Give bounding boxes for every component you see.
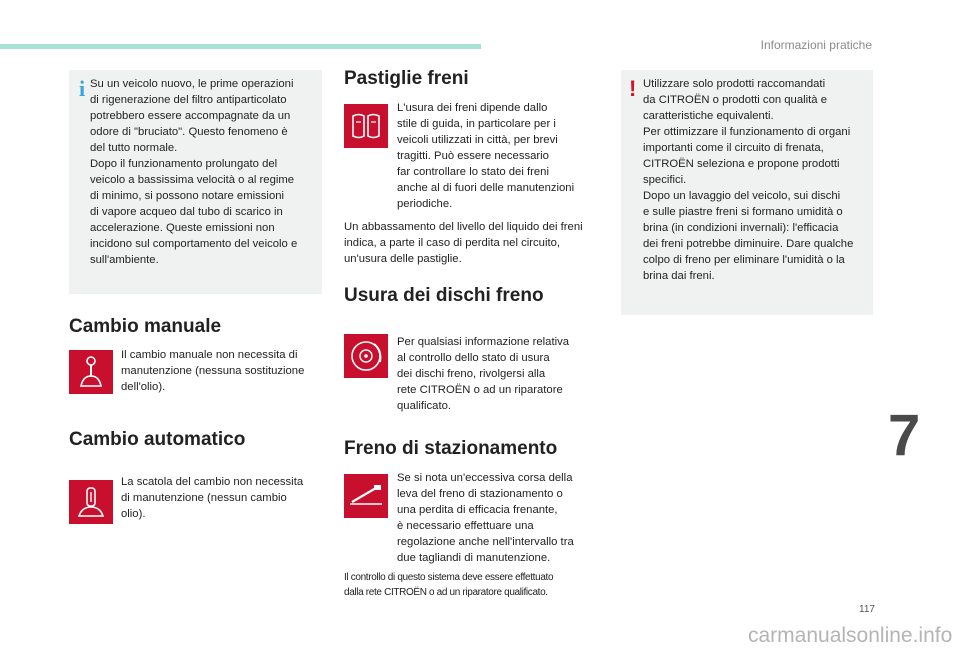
cambio-manuale-text: Il cambio manuale non necessita di manutenzione (nessuna sostituzione dell'olio).: [121, 349, 305, 393]
usura-dischi-text: Per qualsiasi informazione relativa al controllo dello stato di usura dei dischi freno, rivolgersi alla rete CITROËN o ad un riparatore qualificato.: [397, 336, 570, 412]
parking-brake-icon: [344, 474, 388, 518]
section-title-cambio-automatico: Cambio automatico: [69, 429, 246, 450]
watermark-text: carmanualsonline.info: [748, 624, 953, 647]
freno-stazionamento-footnote: Il controllo di questo sistema deve essere effettuato dalla rete CITROËN o ad un riparatore qualificato.: [344, 572, 554, 598]
section-title-pastiglie-freni: Pastiglie freni: [344, 68, 469, 89]
section-title-usura-dischi: Usura dei dischi freno: [344, 285, 544, 306]
pastiglie-freni-text: L'usura dei freni dipende dallo stile di guida, in particolare per i veicoli utilizzati in città, per brevi tragitti. Può essere necessario far controllare lo stato dei freni anche al di fuori delle manutenzioni periodiche.: [397, 102, 575, 210]
warning-note-text: Utilizzare solo prodotti raccomandati da CITROËN o prodotti con qualità e caratteristiche equivalenti. Per ottimizzare il funzionamento di organi importanti come il circuito di frenata, CITROËN seleziona e propone prodotti specifici. Dopo un lavaggio del veicolo, sui dischi e sulle piastre freni si formano umidità o brina (in condizioni invernali): l'efficacia dei freni potrebbe diminuire. Dare qualche colpo di freno per eliminare l'umidità o la brina dai freni.: [643, 78, 854, 282]
page-number: 117: [859, 604, 875, 615]
automatic-gearbox-icon: [69, 480, 113, 524]
warning-icon: !: [629, 76, 637, 101]
freno-stazionamento-text: Se si nota un'eccessiva corsa della leva del freno di stazionamento o una perdita di efficacia frenante, è necessario effettuare una regolazione anche nell'intervallo tra due tagliandi di manutenzione.: [397, 472, 574, 564]
section-title-cambio-manuale: Cambio manuale: [69, 316, 222, 337]
brake-pads-icon: [344, 104, 388, 148]
info-icon: i: [79, 76, 86, 101]
cambio-automatico-text: La scatola del cambio non necessita di manutenzione (nessun cambio olio).: [121, 476, 304, 520]
pastiglie-freni-text2: Un abbassamento del livello del liquido dei freni indica, a parte il caso di perdita nel circuito, un'usura delle pastiglie.: [344, 221, 583, 265]
chapter-number: 7: [888, 403, 921, 468]
section-title-freno-stazionamento: Freno di stazionamento: [344, 438, 558, 459]
section-header-title: Informazioni pratiche: [760, 38, 872, 52]
manual-gearbox-icon: [69, 350, 113, 394]
brake-disc-icon: [344, 334, 388, 378]
header-accent-bar: [0, 44, 481, 49]
info-note-text: Su un veicolo nuovo, le prime operazioni di rigenerazione del filtro antiparticolato potrebbero essere accompagnate da un odore di "bruciato". Questo fenomeno è del tutto normale. Dopo il funzionamento prolungato del veicolo a bassissima velocità o al regime di minimo, si possono notare emissioni di vapore acqueo dal tubo di scarico in accelerazione. Queste emissioni non incidono sul comportamento del veicolo e sull'ambiente.: [90, 78, 298, 266]
